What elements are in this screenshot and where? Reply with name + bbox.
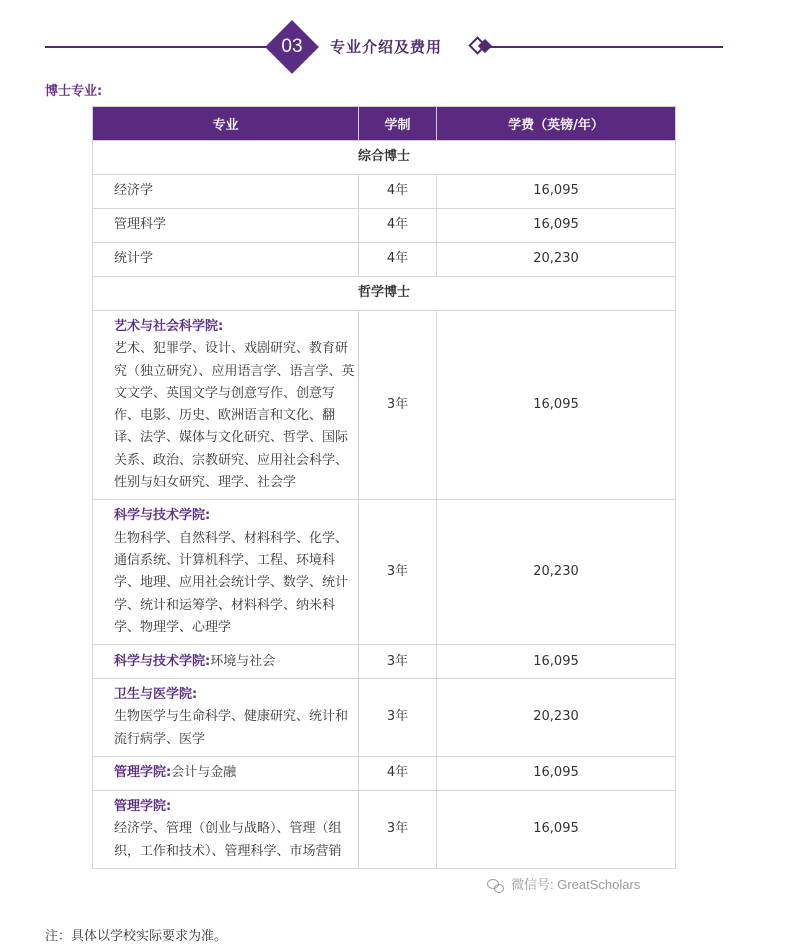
duration-cell: 4年 (359, 757, 437, 791)
faculty-name: 卫生与医学院: (114, 687, 198, 703)
column-header-fee: 学费（英镑/年） (437, 107, 676, 141)
header-line-right (488, 46, 723, 48)
wechat-icon (487, 879, 505, 893)
major-cell (93, 757, 359, 791)
major-cell (93, 645, 359, 679)
fee-cell: 20,230 (437, 679, 676, 757)
table-row (93, 757, 676, 791)
faculty-name: 管理学院: (114, 765, 172, 781)
fee-cell: 16,095 (437, 175, 676, 209)
fee-cell: 16,095 (437, 791, 676, 869)
duration-cell: 3年 (359, 645, 437, 679)
duration-cell: 4年 (359, 243, 437, 277)
table-row (93, 679, 676, 757)
fee-table (92, 106, 676, 869)
table-row (93, 175, 676, 209)
major-list: 生物科学、自然科学、材料科学、化学、通信系统、计算机科学、工程、环境科学、地理、应用社会统计学、数学、统计学、统计和运筹学、材料科学、纳米科学、物理学、心理学 (114, 530, 349, 635)
section-number-badge (266, 21, 318, 73)
faculty-name: 管理学院: (114, 799, 172, 815)
major-cell (93, 791, 359, 869)
faculty-name: 科学与技术学院: (114, 508, 211, 524)
major-list: 经济学、管理（创业与战略）、管理（组织，工作和技术）、管理科学、市场营销 (114, 821, 342, 859)
faculty-name: 科学与技术学院: (114, 653, 211, 669)
major-cell: 经济学 (93, 175, 359, 209)
section-title: 专业介绍及费用 (330, 38, 443, 56)
duration-cell: 3年 (359, 500, 437, 645)
major-list: 艺术、犯罪学、设计、戏剧研究、教育研究（独立研究）、应用语言学、语言学、英文文学、英国文学与创意写作、创意写作、电影、历史、欧洲语言和文化、翻译、法学、媒体与文化研究、哲学、国际关系、政治、宗教研究、应用社会科学、性别与妇女研究、理学、社会学 (114, 341, 355, 491)
table-row (93, 311, 676, 500)
fee-cell: 16,095 (437, 311, 676, 500)
table-row (93, 243, 676, 277)
major-list: 环境与社会 (210, 653, 276, 669)
footnote: 注：具体以学校实际要求为准。 (45, 929, 228, 944)
major-cell: 统计学 (93, 243, 359, 277)
table-row (93, 209, 676, 243)
major-cell (93, 311, 359, 500)
wechat-watermark (487, 875, 640, 895)
fee-cell: 20,230 (437, 500, 676, 645)
major-cell: 管理科学 (93, 209, 359, 243)
faculty-name: 艺术与社会科学院: (114, 319, 224, 334)
section-label: 博士专业: (45, 84, 103, 99)
group-title: 综合博士 (93, 141, 676, 175)
major-cell (93, 500, 359, 645)
major-list: 会计与金融 (171, 765, 237, 781)
duration-cell: 3年 (359, 679, 437, 757)
group-title: 哲学博士 (93, 277, 676, 311)
fee-cell: 16,095 (437, 645, 676, 679)
group-row-phd (93, 277, 676, 311)
major-cell (93, 679, 359, 757)
duration-cell: 3年 (359, 311, 437, 500)
section-number: 03 (281, 36, 303, 57)
table-row (93, 645, 676, 679)
duration-cell: 3年 (359, 791, 437, 869)
group-row-integrated-phd (93, 141, 676, 175)
watermark-text: 微信号: GreatScholars (511, 877, 641, 892)
fee-cell: 16,095 (437, 757, 676, 791)
duration-cell: 4年 (359, 175, 437, 209)
duration-cell: 4年 (359, 209, 437, 243)
table-header-row (93, 107, 676, 141)
table-row (93, 791, 676, 869)
fee-cell: 20,230 (437, 243, 676, 277)
header-line-left (45, 46, 273, 48)
fee-cell: 16,095 (437, 209, 676, 243)
column-header-duration: 学制 (359, 107, 437, 141)
major-list: 生物医学与生命科学、健康研究、统计和流行病学、医学 (114, 709, 349, 747)
section-header (0, 0, 787, 95)
column-header-major: 专业 (93, 107, 359, 141)
table-row (93, 500, 676, 645)
